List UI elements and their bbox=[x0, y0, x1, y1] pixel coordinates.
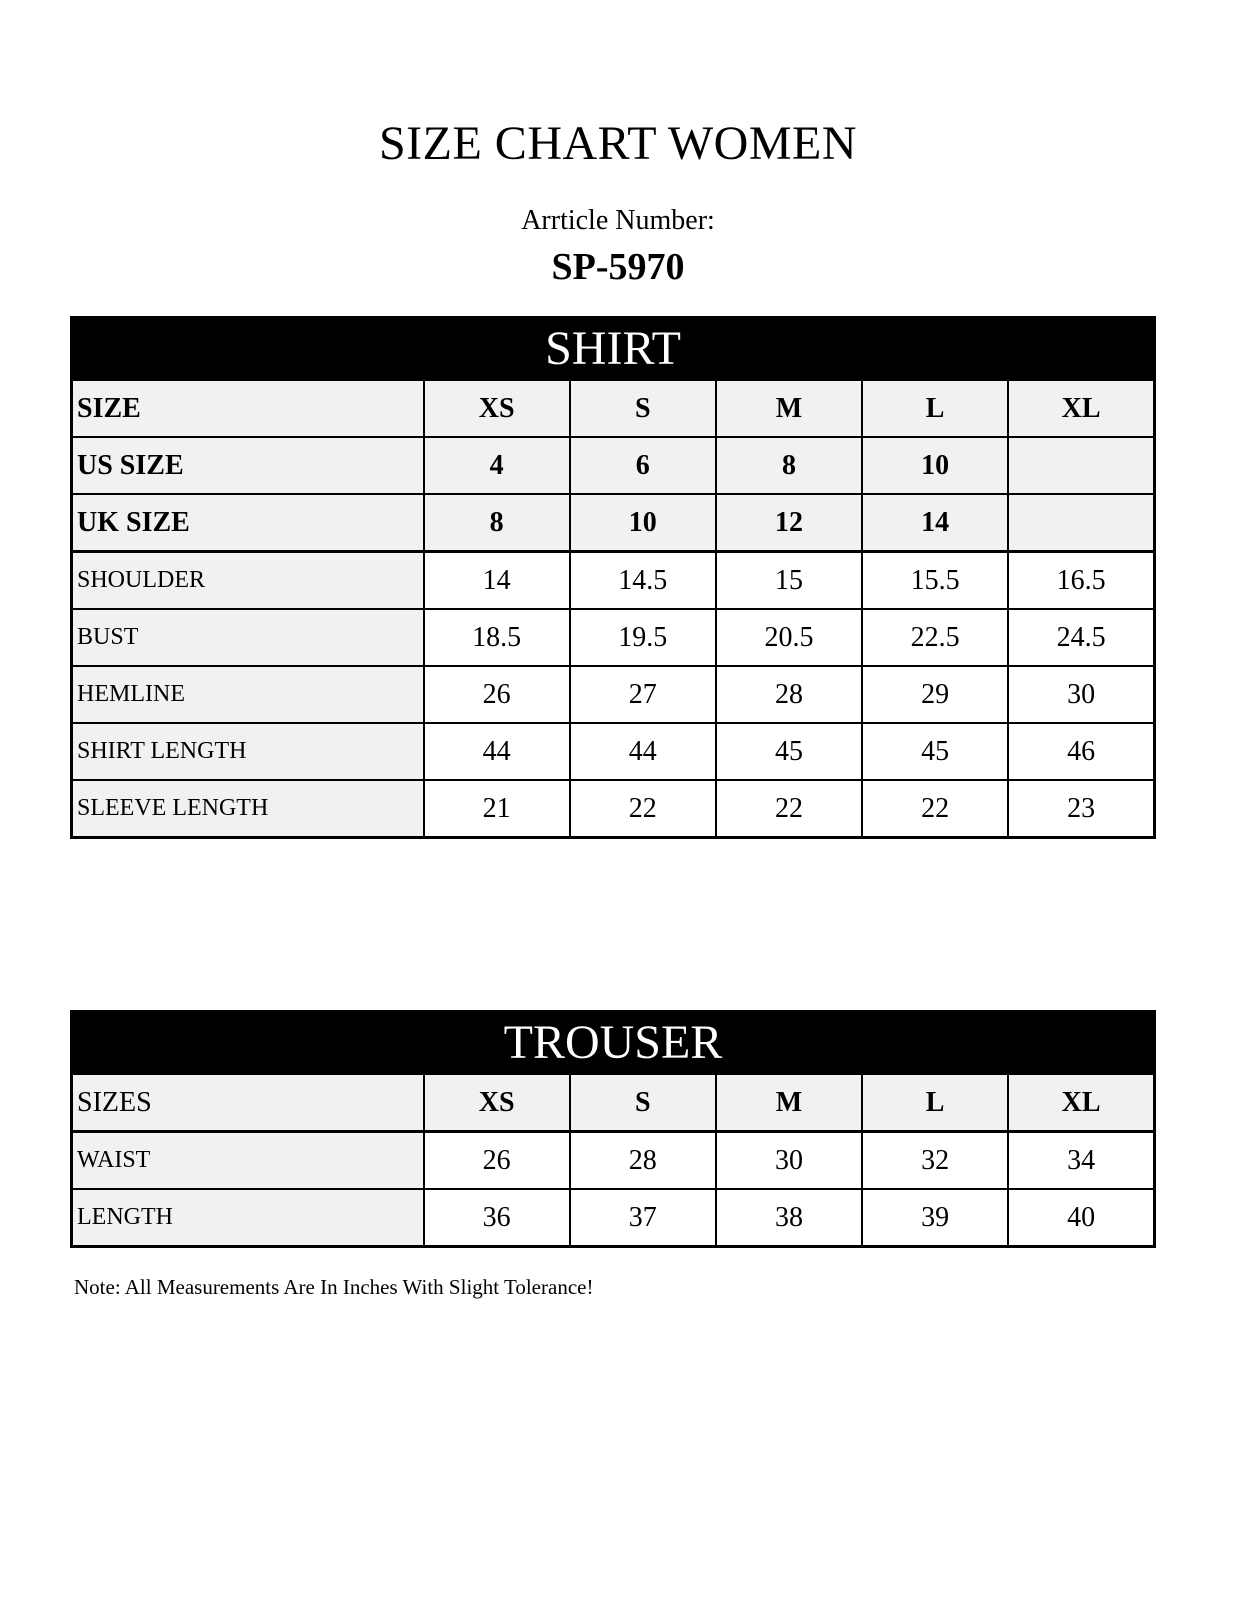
table-cell: 28 bbox=[716, 666, 862, 723]
shirt-col-l: L bbox=[862, 380, 1008, 437]
table-cell: 39 bbox=[862, 1189, 1008, 1247]
table-cell: 12 bbox=[716, 494, 862, 552]
row-label: US SIZE bbox=[72, 437, 424, 494]
trouser-table-title: TROUSER bbox=[72, 1012, 1155, 1075]
shirt-col-m: M bbox=[716, 380, 862, 437]
table-cell: 29 bbox=[862, 666, 1008, 723]
trouser-col-xs: XS bbox=[424, 1074, 570, 1132]
trouser-col-l: L bbox=[862, 1074, 1008, 1132]
table-cell: 14 bbox=[862, 494, 1008, 552]
table-cell: 46 bbox=[1008, 723, 1154, 780]
table-cell: 10 bbox=[862, 437, 1008, 494]
table-cell: 34 bbox=[1008, 1132, 1154, 1190]
table-cell: 18.5 bbox=[424, 609, 570, 666]
table-cell: 32 bbox=[862, 1132, 1008, 1190]
table-cell: 45 bbox=[862, 723, 1008, 780]
table-cell bbox=[1008, 437, 1154, 494]
table-cell: 20.5 bbox=[716, 609, 862, 666]
table-cell: 26 bbox=[424, 1132, 570, 1190]
shirt-size-header: SIZE bbox=[72, 380, 424, 437]
table-cell: 36 bbox=[424, 1189, 570, 1247]
table-cell: 15 bbox=[716, 552, 862, 610]
shirt-row-hemline bbox=[72, 666, 1155, 723]
table-cell: 22.5 bbox=[862, 609, 1008, 666]
trouser-row-waist bbox=[72, 1132, 1155, 1190]
article-number-label: Arrticle Number: bbox=[521, 205, 715, 236]
row-label: SLEEVE LENGTH bbox=[72, 780, 424, 838]
table-cell: 14 bbox=[424, 552, 570, 610]
table-cell: 30 bbox=[716, 1132, 862, 1190]
shirt-col-xl: XL bbox=[1008, 380, 1154, 437]
trouser-row-length bbox=[72, 1189, 1155, 1247]
table-cell: 22 bbox=[716, 780, 862, 838]
table-cell: 15.5 bbox=[862, 552, 1008, 610]
table-cell: 40 bbox=[1008, 1189, 1154, 1247]
trouser-header-row bbox=[72, 1074, 1155, 1132]
table-cell: 38 bbox=[716, 1189, 862, 1247]
table-cell bbox=[1008, 494, 1154, 552]
table-cell: 23 bbox=[1008, 780, 1154, 838]
table-cell: 45 bbox=[716, 723, 862, 780]
table-cell: 28 bbox=[570, 1132, 716, 1190]
table-cell: 22 bbox=[862, 780, 1008, 838]
table-cell: 19.5 bbox=[570, 609, 716, 666]
table-cell: 44 bbox=[424, 723, 570, 780]
shirt-row-us-size bbox=[72, 437, 1155, 494]
trouser-size-table bbox=[70, 1010, 1156, 1248]
table-cell: 16.5 bbox=[1008, 552, 1154, 610]
row-label: SHIRT LENGTH bbox=[72, 723, 424, 780]
table-cell: 6 bbox=[570, 437, 716, 494]
shirt-row-bust bbox=[72, 609, 1155, 666]
trouser-sizes-header: SIZES bbox=[72, 1074, 424, 1132]
row-label: LENGTH bbox=[72, 1189, 424, 1247]
table-cell: 14.5 bbox=[570, 552, 716, 610]
table-cell: 37 bbox=[570, 1189, 716, 1247]
shirt-header-row bbox=[72, 380, 1155, 437]
trouser-col-s: S bbox=[570, 1074, 716, 1132]
row-label: BUST bbox=[72, 609, 424, 666]
row-label: UK SIZE bbox=[72, 494, 424, 552]
trouser-col-xl: XL bbox=[1008, 1074, 1154, 1132]
shirt-col-s: S bbox=[570, 380, 716, 437]
row-label: HEMLINE bbox=[72, 666, 424, 723]
row-label: SHOULDER bbox=[72, 552, 424, 610]
shirt-row-shirt-length bbox=[72, 723, 1155, 780]
measurement-note: Note: All Measurements Are In Inches With Slight Tolerance! bbox=[74, 1275, 594, 1299]
table-cell: 26 bbox=[424, 666, 570, 723]
shirt-col-xs: XS bbox=[424, 380, 570, 437]
table-cell: 8 bbox=[716, 437, 862, 494]
shirt-size-table bbox=[70, 316, 1156, 839]
shirt-row-sleeve-length bbox=[72, 780, 1155, 838]
page-title: SIZE CHART WOMEN bbox=[378, 117, 857, 170]
table-cell: 21 bbox=[424, 780, 570, 838]
table-cell: 4 bbox=[424, 437, 570, 494]
table-cell: 22 bbox=[570, 780, 716, 838]
table-cell: 10 bbox=[570, 494, 716, 552]
table-cell: 44 bbox=[570, 723, 716, 780]
table-cell: 27 bbox=[570, 666, 716, 723]
shirt-table-title: SHIRT bbox=[72, 318, 1155, 381]
shirt-row-uk-size bbox=[72, 494, 1155, 552]
article-number: SP-5970 bbox=[551, 246, 685, 288]
table-cell: 30 bbox=[1008, 666, 1154, 723]
table-cell: 8 bbox=[424, 494, 570, 552]
shirt-row-shoulder bbox=[72, 552, 1155, 610]
row-label: WAIST bbox=[72, 1132, 424, 1190]
trouser-col-m: M bbox=[716, 1074, 862, 1132]
table-cell: 24.5 bbox=[1008, 609, 1154, 666]
